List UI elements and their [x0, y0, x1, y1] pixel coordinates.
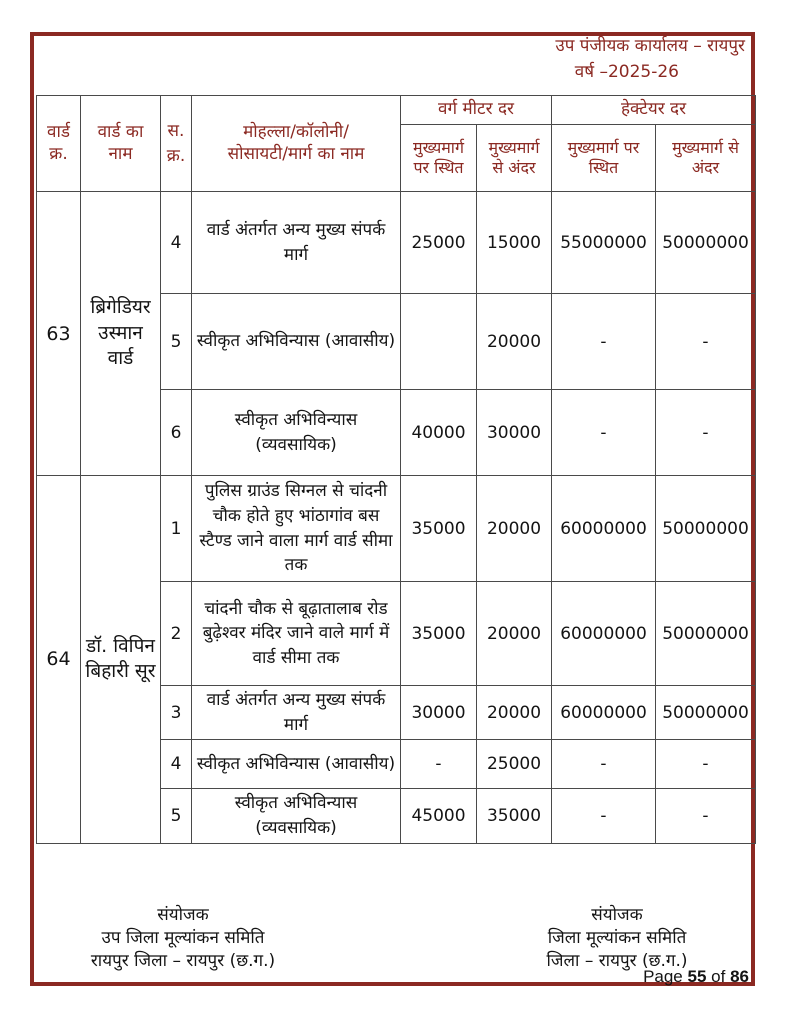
rate-hect-on-main: - — [552, 294, 656, 390]
rate-hect-inside: 50000000 — [656, 192, 756, 294]
header-sqm-group: वर्ग मीटर दर — [401, 96, 552, 125]
office-title: उप पंजीयक कार्यालय – रायपुर — [555, 36, 745, 56]
table-row — [37, 476, 756, 582]
rate-sqm-inside: 20000 — [477, 582, 552, 686]
road-name: स्वीकृत अभिविन्यास (व्यवसायिक) — [192, 789, 401, 843]
rate-sqm-inside: 25000 — [477, 740, 552, 789]
rate-hect-inside: - — [656, 390, 756, 476]
table-header — [37, 96, 756, 192]
ward-name: ब्रिगेडियर उस्मान वार्ड — [81, 192, 161, 476]
footer-right-district: जिला – रायपुर (छ.ग.) — [546, 951, 688, 971]
road-name: स्वीकृत अभिविन्यास (व्यवसायिक) — [192, 390, 401, 476]
rate-sqm-inside: 20000 — [477, 294, 552, 390]
header-hectare-group: हेक्टेयर दर — [552, 96, 756, 125]
rate-hect-inside: 50000000 — [656, 476, 756, 582]
rate-hect-inside: 50000000 — [656, 686, 756, 740]
table-row — [37, 192, 756, 294]
footer-left-district: रायपुर जिला – रायपुर (छ.ग.) — [90, 951, 276, 971]
table-body — [37, 192, 756, 844]
rate-sqm-inside: 35000 — [477, 789, 552, 843]
page-number — [643, 967, 749, 987]
rate-hect-on-main: - — [552, 740, 656, 789]
document-header — [555, 38, 745, 81]
header-sr-no: स.क्र. — [161, 96, 192, 192]
rate-sqm-inside: 15000 — [477, 192, 552, 294]
rate-hect-inside: - — [656, 294, 756, 390]
header-locality — [192, 96, 401, 192]
footer-right-title: संयोजक — [591, 905, 643, 925]
header-ward-no: वार्ड क्र. — [37, 96, 81, 192]
rate-sqm-on-main: 25000 — [401, 192, 477, 294]
rate-hect-inside: - — [656, 789, 756, 843]
rates-table — [36, 95, 756, 844]
rate-hect-on-main: 60000000 — [552, 686, 656, 740]
footer-left-signatory — [78, 904, 288, 973]
rate-sqm-inside: 20000 — [477, 686, 552, 740]
rate-hect-inside: - — [656, 740, 756, 789]
serial-number: 4 — [161, 192, 192, 294]
ward-number: 63 — [37, 192, 81, 476]
rate-sqm-inside: 20000 — [477, 476, 552, 582]
serial-number: 5 — [161, 294, 192, 390]
road-name: स्वीकृत अभिविन्यास (आवासीय) — [192, 294, 401, 390]
header-hect-inside: मुख्यमार्ग से अंदर — [656, 125, 756, 192]
footer-right-signatory — [512, 904, 722, 973]
rate-sqm-on-main — [401, 294, 477, 390]
road-name: वार्ड अंतर्गत अन्य मुख्य संपर्क मार्ग — [192, 686, 401, 740]
year-label: वर्ष –2025-26 — [574, 62, 679, 82]
footer-left-committee: उप जिला मूल्यांकन समिति — [101, 928, 265, 948]
rate-sqm-on-main: 45000 — [401, 789, 477, 843]
header-group-row — [37, 96, 756, 125]
page-word: Page — [643, 967, 683, 986]
rate-hect-on-main: 55000000 — [552, 192, 656, 294]
rate-hect-on-main: 60000000 — [552, 476, 656, 582]
serial-number: 1 — [161, 476, 192, 582]
road-name: पुलिस ग्राउंड सिग्नल से चांदनी चौक होते हुए भांठागांव बस स्टैण्ड जाने वाला मार्ग वार्ड सीमा तक — [192, 476, 401, 582]
rate-hect-inside: 50000000 — [656, 582, 756, 686]
serial-number: 5 — [161, 789, 192, 843]
rate-hect-on-main: - — [552, 390, 656, 476]
of-word: of — [711, 967, 726, 986]
rate-hect-on-main: - — [552, 789, 656, 843]
rate-sqm-on-main: 35000 — [401, 582, 477, 686]
header-locality-line1: मोहल्ला/कॉलोनी/ — [243, 122, 349, 143]
serial-number: 3 — [161, 686, 192, 740]
header-hect-on-main: मुख्यमार्ग पर स्थित — [552, 125, 656, 192]
ward-name: डॉ. विपिन बिहारी सूर — [81, 476, 161, 844]
header-sqm-inside: मुख्यमार्ग से अंदर — [477, 125, 552, 192]
header-locality-line2: सोसायटी/मार्ग का नाम — [227, 143, 365, 164]
rate-sqm-on-main: - — [401, 740, 477, 789]
page-total: 86 — [730, 967, 749, 986]
header-sqm-on-main: मुख्यमार्ग पर स्थित — [401, 125, 477, 192]
header-ward-name: वार्ड का नाम — [81, 96, 161, 192]
footer-right-committee: जिला मूल्यांकन समिति — [547, 928, 687, 948]
footer-left-title: संयोजक — [157, 905, 209, 925]
road-name: वार्ड अंतर्गत अन्य मुख्य संपर्क मार्ग — [192, 192, 401, 294]
page-current: 55 — [687, 967, 707, 986]
ward-number: 64 — [37, 476, 81, 844]
road-name: स्वीकृत अभिविन्यास (आवासीय) — [192, 740, 401, 789]
rate-sqm-on-main: 35000 — [401, 476, 477, 582]
road-name: चांदनी चौक से बूढ़ातालाब रोड बुढ़ेश्वर मंदिर जाने वाले मार्ग में वार्ड सीमा तक — [192, 582, 401, 686]
serial-number: 2 — [161, 582, 192, 686]
serial-number: 4 — [161, 740, 192, 789]
serial-number: 6 — [161, 390, 192, 476]
rate-hect-on-main: 60000000 — [552, 582, 656, 686]
rate-sqm-on-main: 30000 — [401, 686, 477, 740]
rate-sqm-on-main: 40000 — [401, 390, 477, 476]
rate-sqm-inside: 30000 — [477, 390, 552, 476]
